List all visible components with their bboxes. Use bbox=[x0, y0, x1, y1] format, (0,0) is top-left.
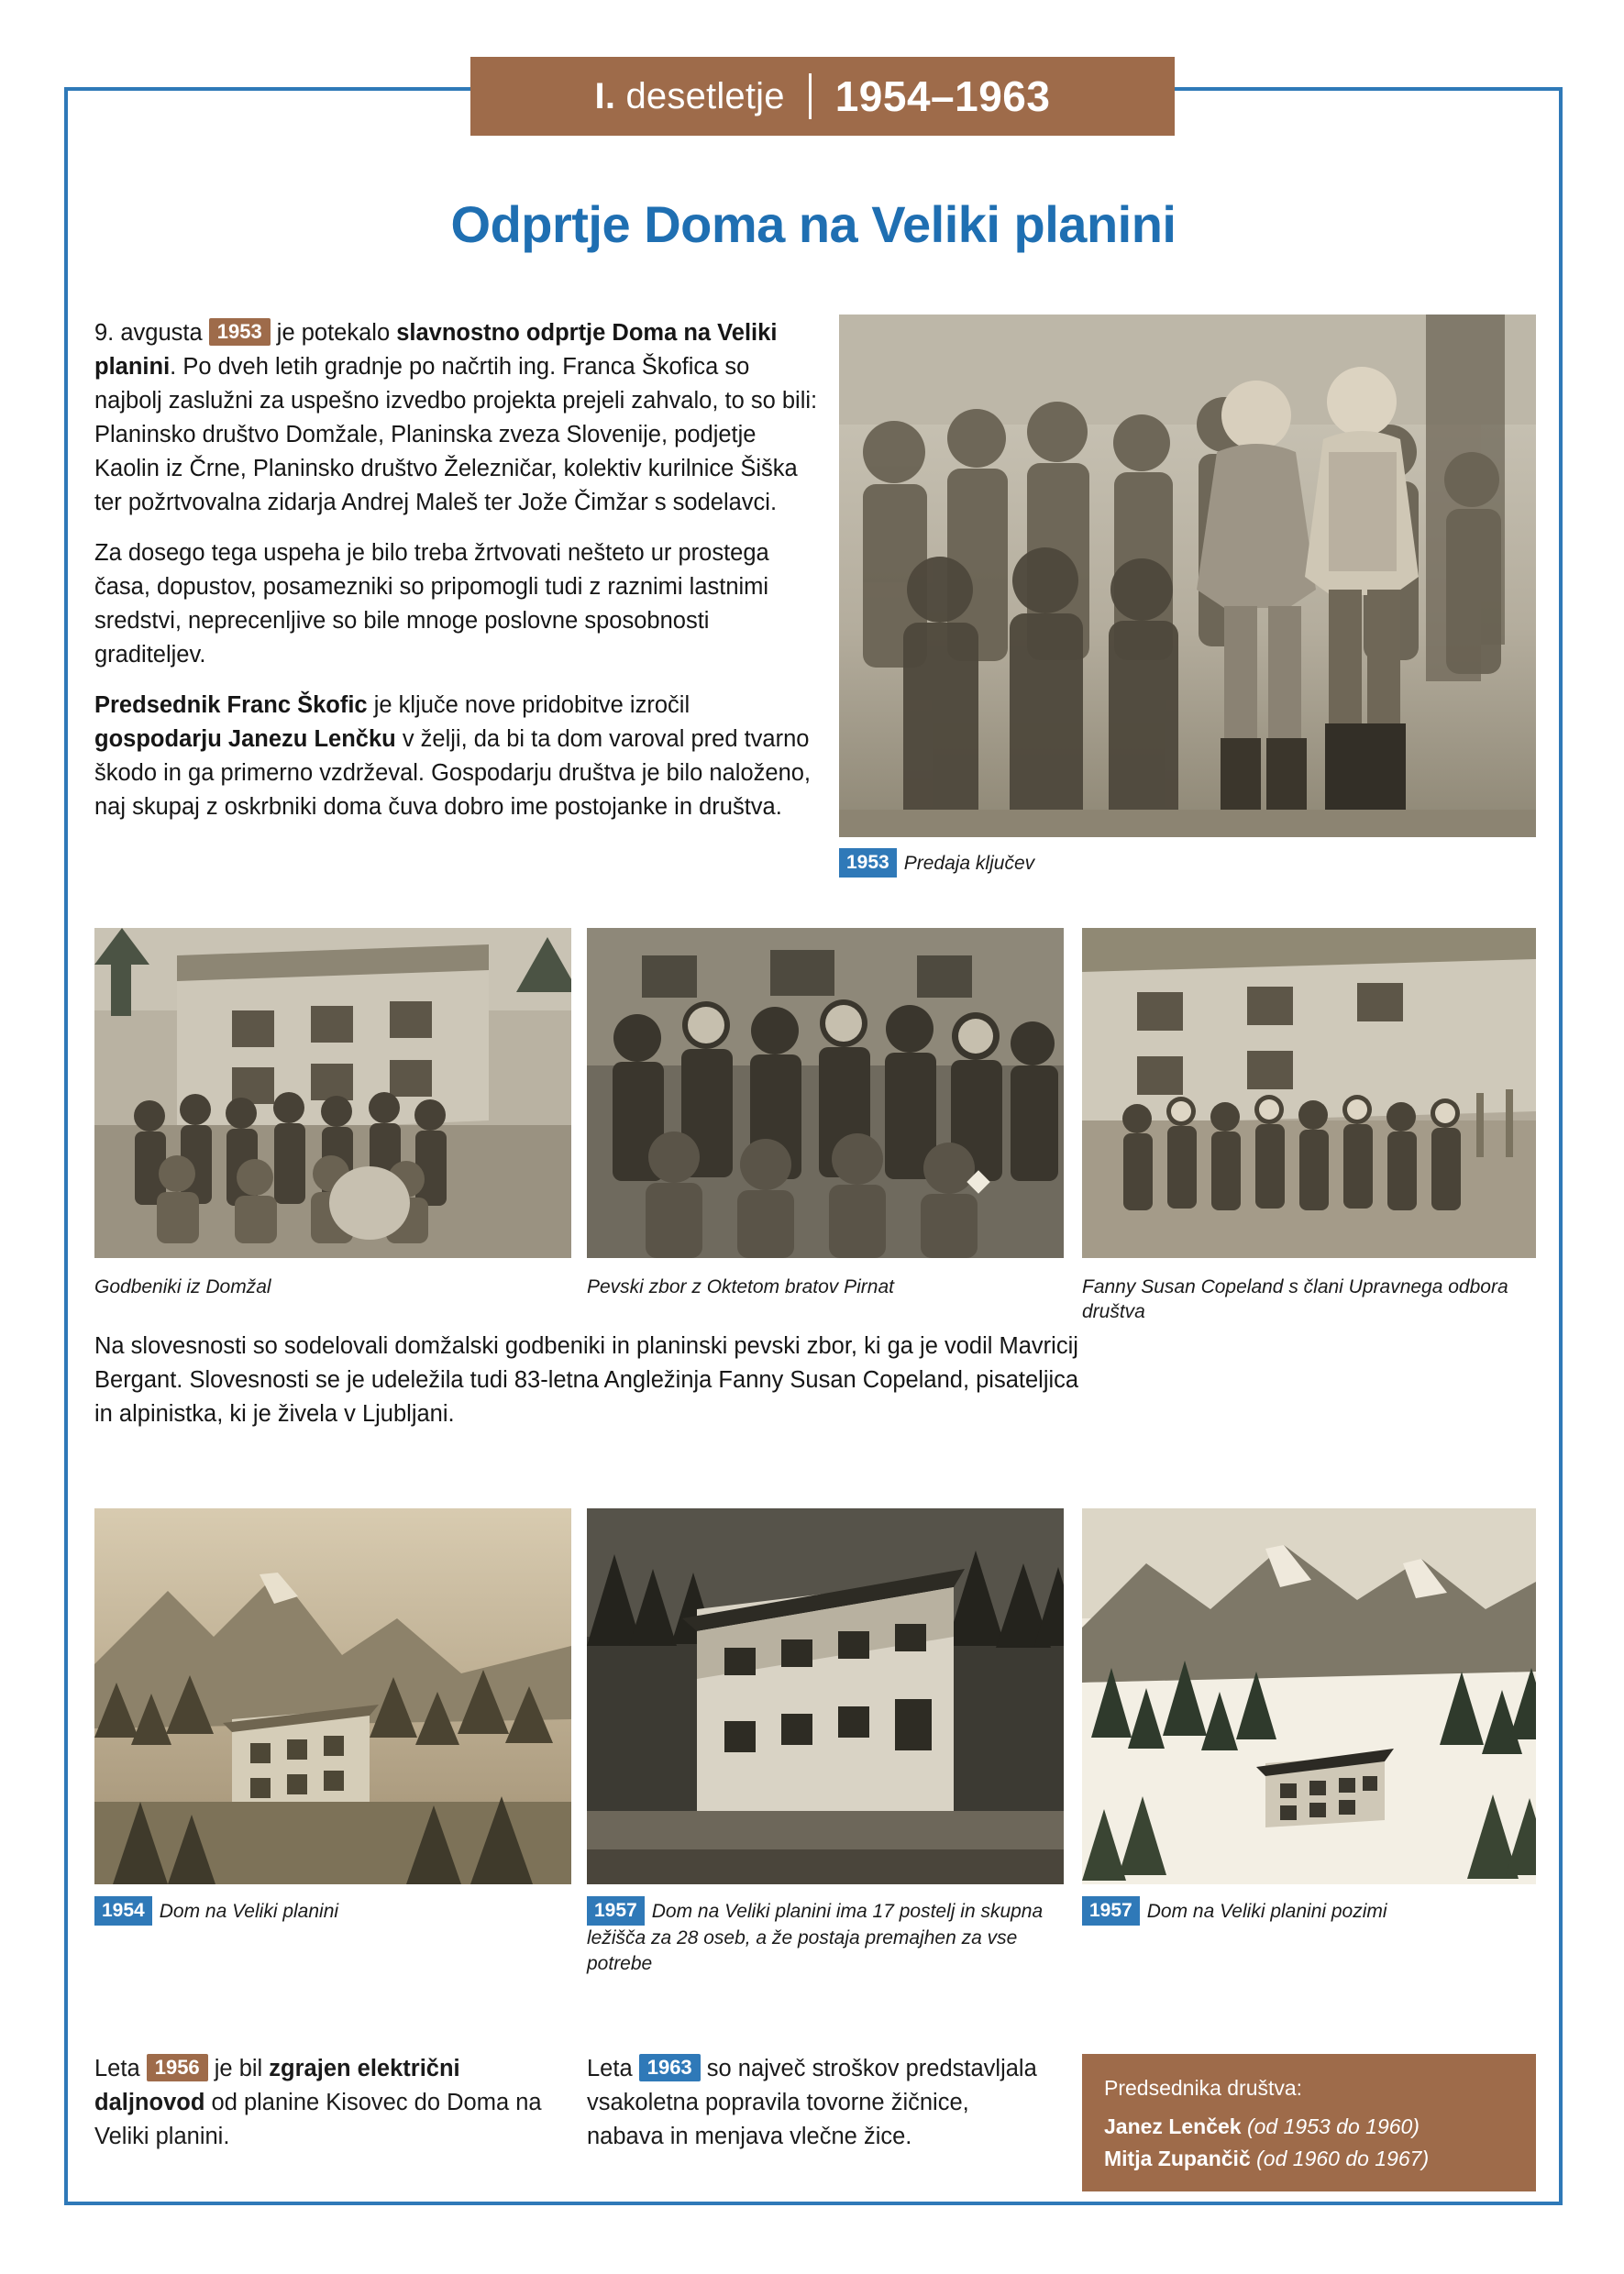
paragraph-2: Za dosego tega uspeha je bilo treba žrtvovati nešteto ur prostega časa, dopustov, posamezniki so pripomogli tudi z raznimi lastnimi sredstvi, neprecenljive so bile mnoge poslovne sposobnosti graditeljev. bbox=[94, 539, 769, 668]
photo-illustration-dom-pozimi bbox=[1082, 1508, 1536, 1884]
photo-illustration-dom-1957 bbox=[587, 1508, 1064, 1884]
photo-dom-pozimi bbox=[1082, 1508, 1536, 1884]
bm-b: so največ stroškov predstavljala vsakoletna popravila tovorne žičnice, nabava in menjava vlečne žice. bbox=[587, 2056, 1037, 2149]
bm-a: Leta bbox=[587, 2056, 639, 2081]
caption-pevski-zbor: Pevski zbor z Oktetom bratov Pirnat bbox=[587, 1276, 894, 1297]
caption-text-pozimi: Dom na Veliki planini pozimi bbox=[1146, 1901, 1387, 1922]
middle-paragraph: Na slovesnosti so sodelovali domžalski godbeniki in planinski pevski zbor, ki ga je vodil Mavricij Bergant. Slovesnosti se je udeležila tudi 83-letna Angležinja Fanny Susan Copeland, pisateljica in alpinistka, ki je živela v Ljubljani. bbox=[94, 1333, 1079, 1427]
bl-a: Leta bbox=[94, 2056, 147, 2081]
caption-text-dom-1957: Dom na Veliki planini ima 17 postelj in skupna ležišča za 28 oseb, a že postaja premajhen za vse potrebe bbox=[587, 1901, 1044, 1974]
p1-bold: slavnostno odprtje Doma na Veliki planini bbox=[94, 320, 778, 380]
caption-godbeniki: Godbeniki iz Domžal bbox=[94, 1276, 271, 1297]
p3-part-a: je ključe nove pridobitve izročil bbox=[367, 691, 690, 718]
photo-illustration-godbeniki bbox=[94, 928, 571, 1258]
p1-part-c: . Po dveh letih gradnje po načrtih ing. Franca Škofica so najbolj zaslužni za uspešno izvedbo projekta prejeli zahvalo, to so bili: Planinsko društvo Domžale, Planinska zveza Slovenije, podjetje Kaolin iz Črne, Planinsko društvo Železničar, kolektiv kurilnice Šiška ter požrtvovalna zidarja Andrej Maleš ter Jože Čimžar s sodelavci. bbox=[94, 353, 818, 515]
p1-part-b: je potekalo bbox=[270, 320, 397, 346]
photo-fanny-copeland bbox=[1082, 928, 1536, 1258]
photo-predaja-kljucev bbox=[839, 315, 1536, 837]
president-1-years: (od 1953 do 1960) bbox=[1246, 2114, 1420, 2138]
bl-c: od planine Kisovec do Doma na Veliki planini. bbox=[94, 2089, 542, 2149]
caption-dom-1957 bbox=[587, 1896, 1064, 1976]
photo-illustration-keys bbox=[839, 315, 1536, 837]
p3-part-b: v želji, da bi ta dom varoval pred tvarno škodo in ga primerno vzdrževal. Gospodarju društva je bilo naloženo, naj skupaj z oskrbniki doma čuva dobro ime postojanke in društva. bbox=[94, 725, 812, 820]
bl-b: je bil bbox=[207, 2056, 270, 2081]
year-chip-1956: 1956 bbox=[147, 2054, 208, 2081]
paragraph-3 bbox=[94, 689, 819, 824]
caption-dom-1954 bbox=[94, 1896, 571, 1926]
decade-years: 1954–1963 bbox=[834, 72, 1051, 120]
presidents-box bbox=[1082, 2054, 1536, 2191]
president-row-1 bbox=[1104, 2111, 1514, 2144]
photo-illustration-choir bbox=[587, 928, 1064, 1258]
caption-text-dom-1954: Dom na Veliki planini bbox=[159, 1901, 339, 1922]
president-2-years: (od 1960 do 1967) bbox=[1256, 2147, 1430, 2171]
page-title: Odprtje Doma na Veliki planini bbox=[450, 195, 1177, 253]
year-chip-1963: 1963 bbox=[639, 2054, 701, 2081]
intro-text-column bbox=[94, 316, 819, 824]
caption-year-1953: 1953 bbox=[839, 848, 897, 878]
bl-bold: zgrajen električni daljnovod bbox=[94, 2056, 460, 2115]
caption-predaja-kljucev bbox=[839, 848, 1536, 878]
caption-dom-pozimi bbox=[1082, 1896, 1536, 1926]
photo-dom-1954 bbox=[94, 1508, 571, 1884]
caption-fanny-copeland: Fanny Susan Copeland s člani Upravnega odbora društva bbox=[1082, 1276, 1508, 1323]
decade-banner bbox=[470, 57, 1175, 136]
bottom-left-paragraph bbox=[94, 2052, 571, 2154]
photo-illustration-fanny bbox=[1082, 928, 1536, 1258]
president-row-2 bbox=[1104, 2143, 1514, 2176]
caption-text-keys: Predaja ključev bbox=[903, 853, 1035, 874]
president-2-name: Mitja Zupančič bbox=[1104, 2147, 1251, 2171]
bottom-left-text bbox=[94, 2052, 571, 2154]
p1-part-a: 9. avgusta bbox=[94, 320, 209, 346]
decade-word: desetletje bbox=[625, 75, 785, 116]
caption-year-1957b: 1957 bbox=[1082, 1896, 1140, 1926]
p3-bold-1: Predsednik Franc Škofic bbox=[94, 691, 368, 718]
decade-label bbox=[595, 76, 785, 117]
caption-year-1954: 1954 bbox=[94, 1896, 152, 1926]
paragraph-1 bbox=[94, 316, 819, 520]
photo-illustration-dom-1954 bbox=[94, 1508, 571, 1884]
photo-dom-1957 bbox=[587, 1508, 1064, 1884]
banner-divider bbox=[809, 73, 812, 119]
caption-year-1957a: 1957 bbox=[587, 1896, 645, 1926]
year-chip-1953: 1953 bbox=[209, 318, 271, 346]
photo-pevski-zbor bbox=[587, 928, 1064, 1258]
president-1-name: Janez Lenček bbox=[1104, 2114, 1242, 2138]
presidents-heading: Predsednika društva: bbox=[1104, 2076, 1303, 2100]
bottom-middle-text bbox=[587, 2052, 1045, 2154]
photo-godbeniki bbox=[94, 928, 571, 1258]
p3-bold-2: gospodarju Janezu Lenčku bbox=[94, 725, 396, 752]
bottom-middle-paragraph bbox=[587, 2052, 1045, 2154]
decade-number: I. bbox=[594, 75, 616, 116]
middle-text bbox=[94, 1330, 1080, 1431]
